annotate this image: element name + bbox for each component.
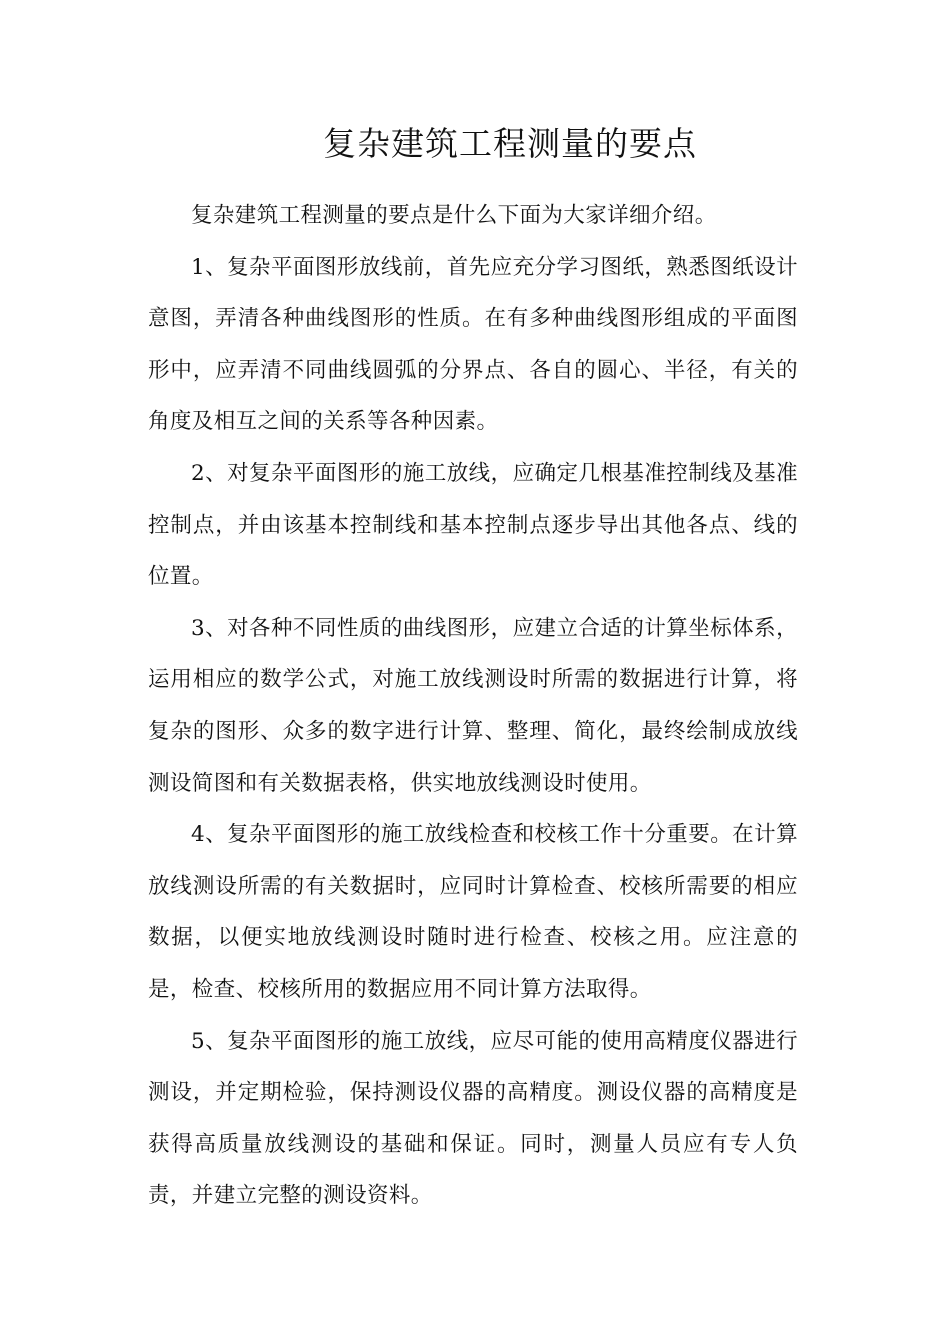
point-5-paragraph: 5、复杂平面图形的施工放线，应尽可能的使用高精度仪器进行测设，并定期检验，保持测设仪器的高精度。测设仪器的高精度是获得高质量放线测设的基础和保证。同时，测量人员应有专人负责，并建立完整的测设资料。 [148,1028,798,1209]
point-4-paragraph: 4、复杂平面图形的施工放线检查和校核工作十分重要。在计算放线测设所需的有关数据时，应同时计算检查、校核所需要的相应数据，以便实地放线测设时随时进行检查、校核之用。应注意的是，检查、校核所用的数据应用不同计算方法取得。 [148,822,798,1002]
point-3-paragraph: 3、对各种不同性质的曲线图形，应建立合适的计算坐标体系，运用相应的数学公式，对施工放线测设时所需的数据进行计算，将复杂的图形、众多的数字进行计算、整理、简化，最终绘制成放线测设简图和有关数据表格，供实地放线测设时使用。 [148,615,798,796]
point-2-paragraph: 2、对复杂平面图形的施工放线，应确定几根基准控制线及基准控制点，并由该基本控制线和基本控制点逐步导出其他各点、线的位置。 [148,460,798,590]
point-1-paragraph: 1、复杂平面图形放线前，首先应充分学习图纸，熟悉图纸设计意图，弄清各种曲线图形的性质。在有多种曲线图形组成的平面图形中，应弄清不同曲线圆弧的分界点、各自的圆心、半径，有关的角度及相互之间的关系等各种因素。 [148,254,798,435]
document-title: 复杂建筑工程测量的要点 [323,124,697,163]
intro-paragraph: 复杂建筑工程测量的要点是什么下面为大家详细介绍。 [191,203,717,228]
document-body [148,190,798,1222]
